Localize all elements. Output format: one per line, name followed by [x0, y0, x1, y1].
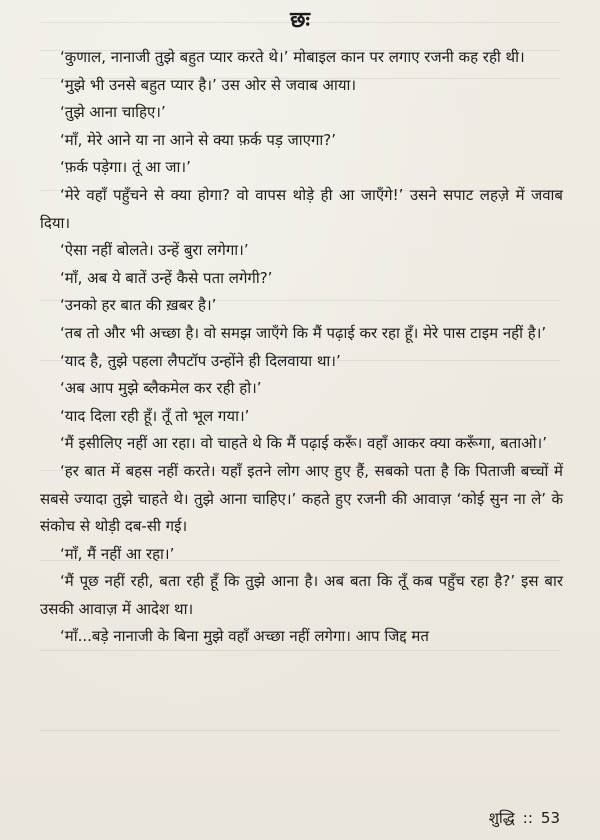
book-title: शुद्धि	[488, 809, 515, 827]
chapter-heading: छः	[290, 8, 310, 33]
page-footer	[489, 808, 560, 828]
paragraph: ‘हर बात में बहस नहीं करते। यहाँ इतने लोग आए हुए हैं, सबको पता है कि पिताजी बच्चों में सबसे ज्यादा तुझे चाहते थे। तुझे आना चाहिए।’ कहते हुए रजनी की आवाज़ ‘कोई सुन ना ले’ के संकोच से थोड़ी दब-सी गई।	[40, 461, 563, 536]
paragraph: ‘तब तो और भी अच्छा है। वो समझ जाएँगे कि मैं पढ़ाई कर रहा हूँ। मेरे पास टाइम नहीं है।’	[60, 323, 547, 342]
paragraph: ‘माँ...बड़े नानाजी के बिना मुझे वहाँ अच्छा नहीं लगेगा। आप जिद्द मत	[60, 627, 429, 646]
paragraph: ‘माँ, मैं नहीं आ रहा।’	[60, 544, 175, 563]
paragraph: ‘मैं पूछ नहीं रही, बता रही हूँ कि तुझे आना है। अब बता कि तूँ कब पहुँच रहा है?’ इस बार उसकी आवाज़ में आदेश था।	[40, 572, 563, 618]
paragraph: ‘मुझे भी उनसे बहुत प्यार है।’ उस ओर से जवाब आया।	[60, 75, 357, 94]
paragraph: ‘मैं इसीलिए नहीं आ रहा। वो चाहते थे कि मैं पढ़ाई करूँ। वहाँ आकर क्या करूँगा, बताओ।’	[60, 434, 547, 453]
paragraph: ‘माँ, अब ये बातें उन्हें कैसे पता लगेगी?’	[60, 268, 273, 287]
paragraph: ‘याद है, तुझे पहला लैपटॉप उन्होंने ही दिलवाया था।’	[60, 351, 341, 370]
paragraph: ‘याद दिला रही हूँ। तूँ तो भूल गया।’	[60, 406, 250, 425]
paragraph: ‘उनको हर बात की ख़बर है।’	[60, 296, 217, 315]
paragraph: ‘तुझे आना चाहिए।’	[60, 103, 166, 122]
page-number: 53	[540, 809, 560, 827]
chapter-body	[40, 44, 563, 651]
paragraph: ‘कुणाल, नानाजी तुझे बहुत प्यार करते थे।’ मोबाइल कान पर लगाए रजनी कह रही थी।	[60, 48, 525, 66]
footer-separator: ::	[522, 809, 533, 827]
paragraph: ‘ऐसा नहीं बोलते। उन्हें बुरा लगेगा।’	[60, 241, 249, 260]
paragraph: ‘फ़र्क पड़ेगा। तूं आ जा।’	[60, 158, 191, 177]
paragraph: ‘अब आप मुझे ब्लैकमेल कर रही हो।’	[60, 379, 262, 398]
paragraph: ‘मेरे वहाँ पहुँचने से क्या होगा? वो वापस थोड़े ही आ जाएँगे!’ उसने सपाट लहज़े में जवाब दिया।	[40, 185, 563, 232]
paragraph: ‘माँ, मेरे आने या ना आने से क्या फ़र्क पड़ जाएगा?’	[60, 130, 337, 149]
